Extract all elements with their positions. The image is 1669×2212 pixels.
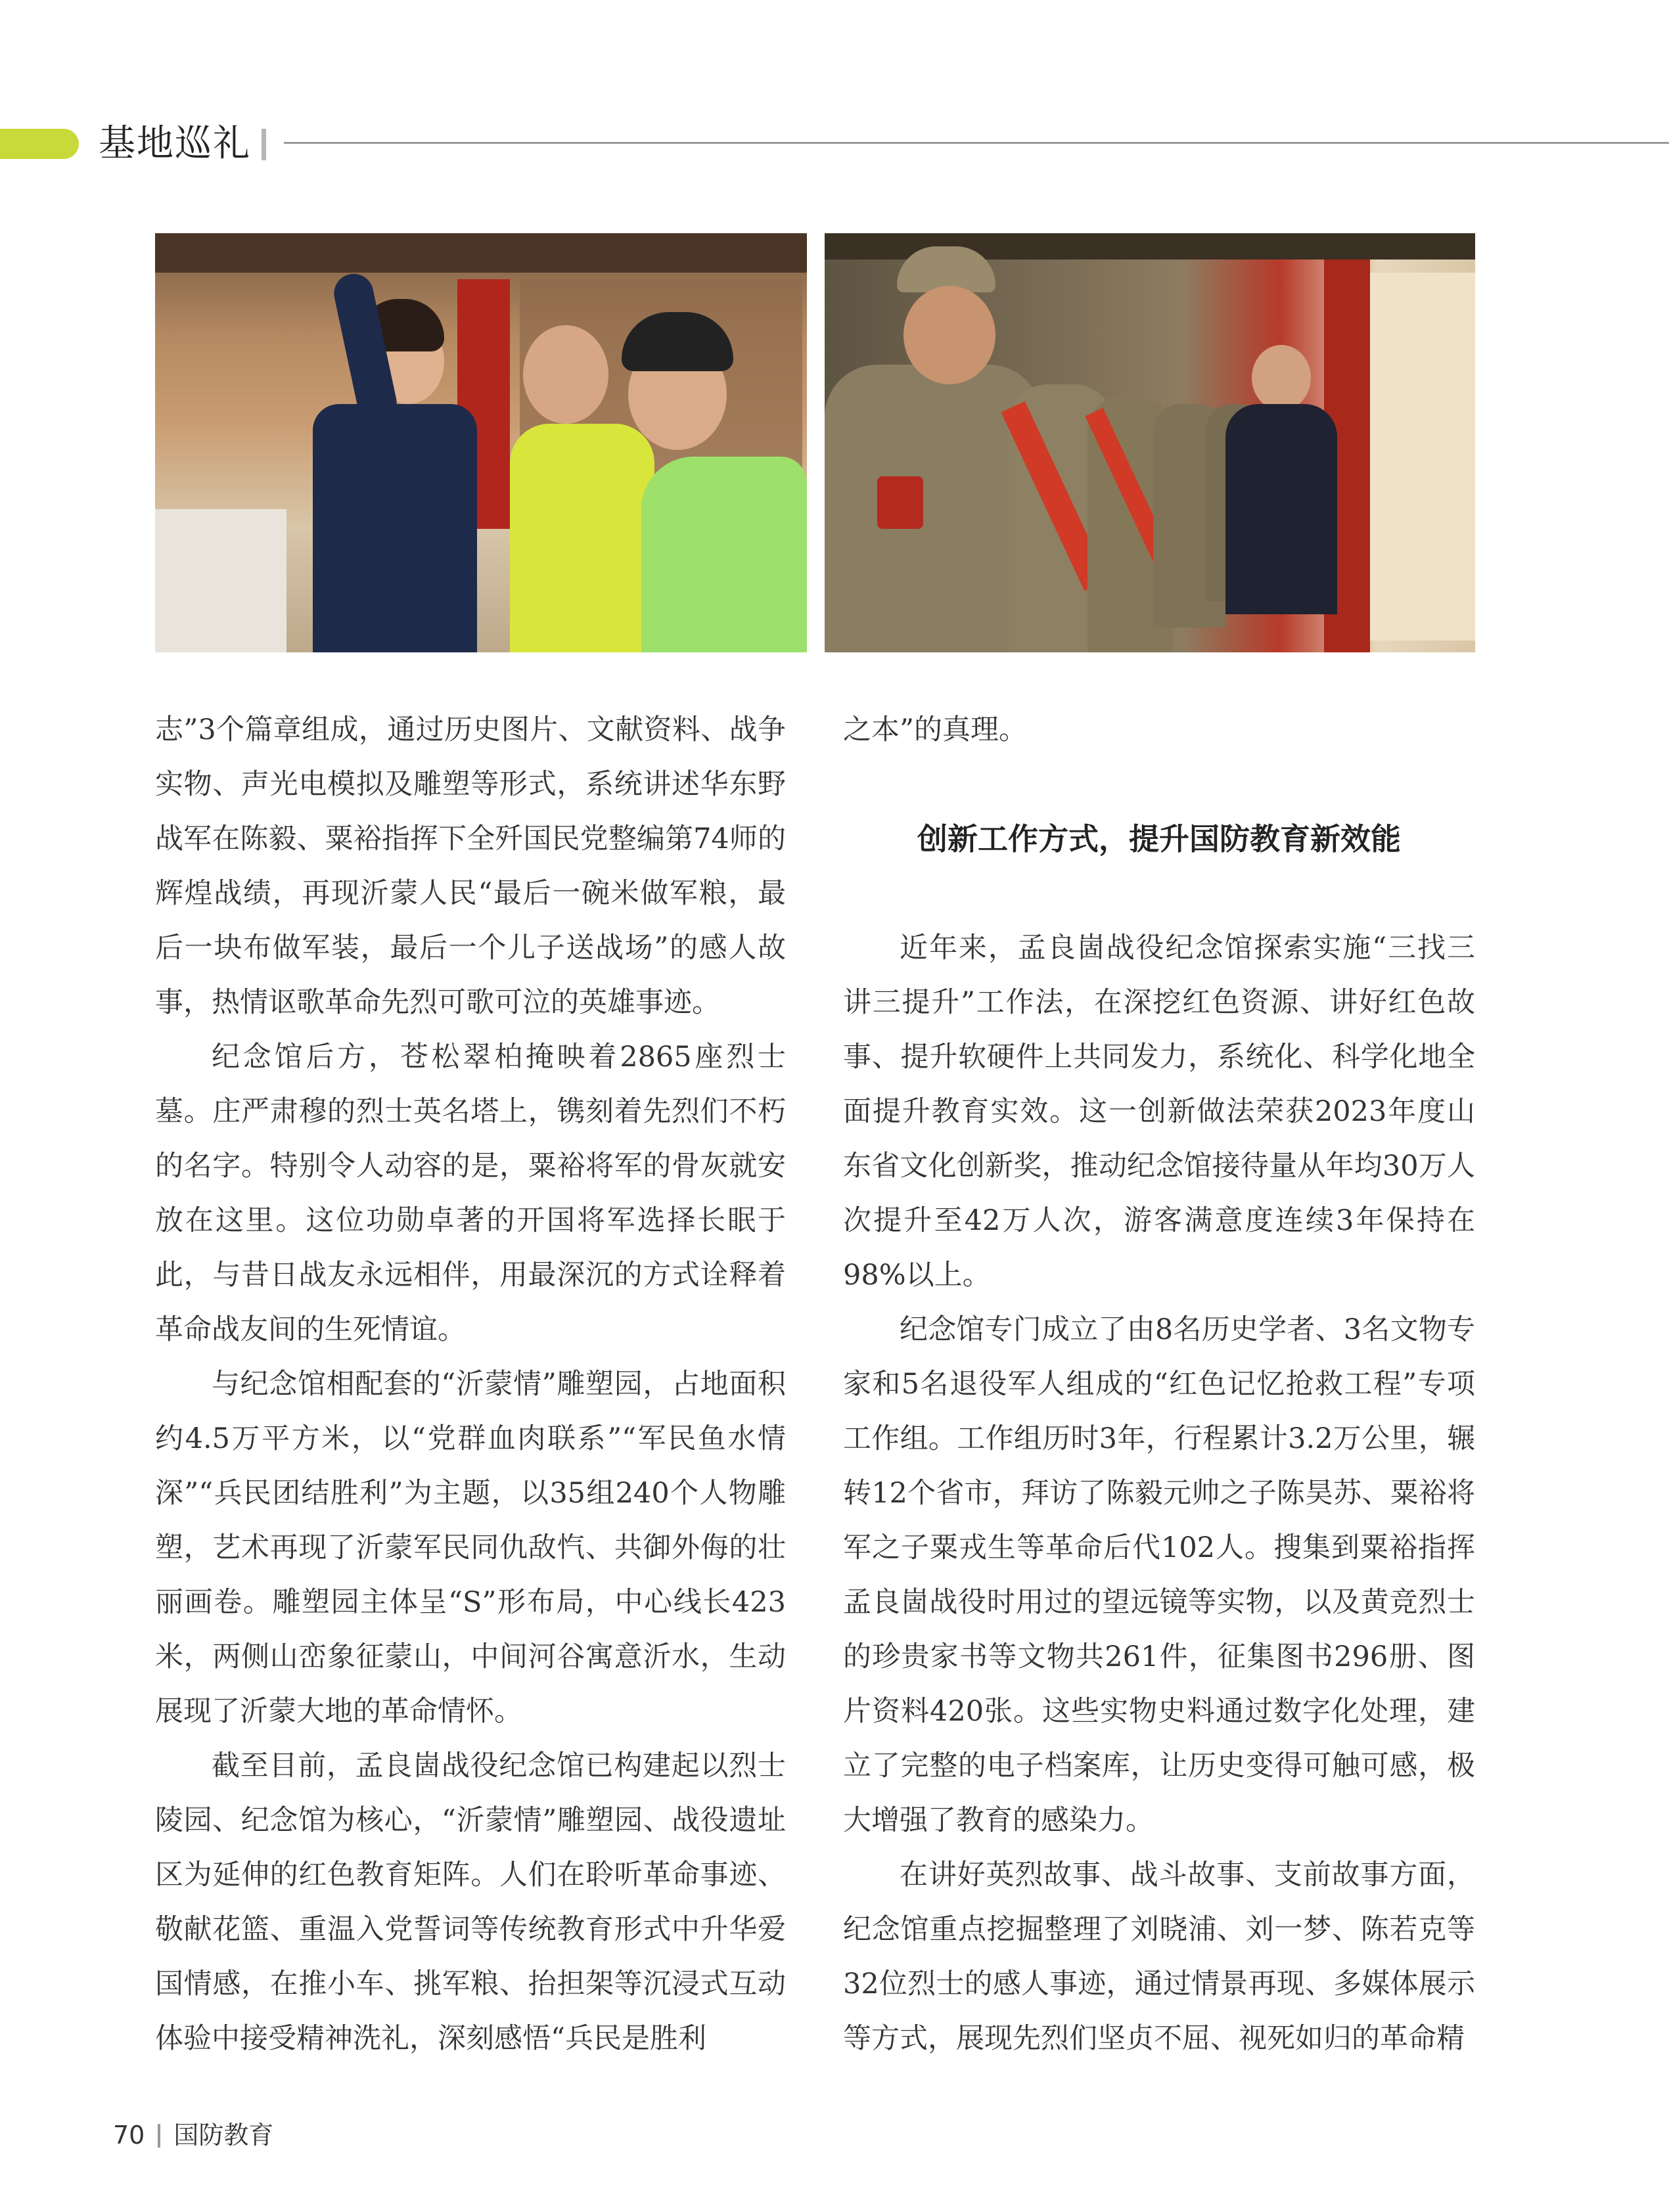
article-column-left bbox=[155, 703, 786, 2066]
paragraph: 与纪念馆相配套的“沂蒙情”雕塑园，占地面积约4.5万平方米，以“党群血肉联系”“军民鱼水情深”“兵民团结胜利”为主题，以35组240个人物雕塑，艺术再现了沂蒙军民同仇敌忾、共御外侮的壮丽画卷。雕塑园主体呈“S”形布局，中心线长423米，两侧山峦象征蒙山，中间河谷寓意沂水，生动展现了沂蒙大地的革命情怀。 bbox=[155, 1368, 786, 1728]
photo-guide-with-visitors bbox=[155, 233, 807, 652]
header-rule bbox=[284, 142, 1669, 144]
page-number: 70 bbox=[113, 2121, 145, 2150]
footer-separator bbox=[158, 2124, 160, 2148]
paragraph: 纪念馆专门成立了由8名历史学者、3名文物专家和5名退役军人组成的“红色记忆抢救工程”专项工作组。工作组历时3年，行程累计3.2万公里，辗转12个省市，拜访了陈毅元帅之子陈昊苏、粟裕将军之子粟戎生等革命后代102人。搜集到粟裕指挥孟良崮战役时用过的望远镜等实物，以及黄竞烈士的珍贵家书等文物共261件，征集图书296册、图片资料420张。这些实物史料通过数字化处理，建立了完整的电子档案库，让历史变得可触可感，极大增强了教育的感染力。 bbox=[843, 1313, 1475, 1837]
photo-soldiers-visiting-exhibition bbox=[825, 233, 1475, 652]
magazine-name: 国防教育 bbox=[173, 2121, 274, 2150]
subheading: 创新工作方式，提升国防教育新效能 bbox=[917, 821, 1401, 857]
paragraph: 近年来，孟良崮战役纪念馆探索实施“三找三讲三提升”工作法，在深挖红色资源、讲好红色故事、提升软硬件上共同发力，系统化、科学化地全面提升教育实效。这一创新做法荣获2023年度山东省文化创新奖，推动纪念馆接待量从年均30万人次提升至42万人次，游客满意度连续3年保持在98%以上。 bbox=[843, 932, 1475, 1292]
title-separator bbox=[262, 129, 266, 160]
paragraph: 在讲好英烈故事、战斗故事、支前故事方面，纪念馆重点挖掘整理了刘晓浦、刘一梦、陈若克等32位烈士的感人事迹，通过情景再现、多媒体展示等方式，展现先烈们坚贞不屈、视死如归的革命精 bbox=[843, 1859, 1475, 2055]
paragraph: 截至目前，孟良崮战役纪念馆已构建起以烈士陵园、纪念馆为核心，“沂蒙情”雕塑园、战役遗址区为延伸的红色教育矩阵。人们在聆听革命事迹、敬献花篮、重温入党誓词等传统教育形式中升华爱国情感，在推小车、挑军粮、抬担架等沉浸式互动体验中接受精神洗礼，深刻感悟“兵民是胜利 bbox=[155, 1749, 786, 2055]
paragraph: 志”3个篇章组成，通过历史图片、文献资料、战争实物、声光电模拟及雕塑等形式，系统讲述华东野战军在陈毅、粟裕指挥下全歼国民党整编第74师的辉煌战绩，再现沂蒙人民“最后一碗米做军粮，最后一块布做军装，最后一个儿子送战场”的感人故事，热情讴歌革命先烈可歌可泣的英雄事迹。 bbox=[155, 713, 786, 1019]
page-footer bbox=[113, 2119, 273, 2152]
section-title: 基地巡礼 bbox=[99, 122, 251, 165]
section-accent-bar bbox=[0, 129, 79, 159]
paragraph: 纪念馆后方，苍松翠柏掩映着2865座烈士墓。庄严肃穆的烈士英名塔上，镌刻着先烈们不朽的名字。特别令人动容的是，粟裕将军的骨灰就安放在这里。这位功勋卓著的开国将军选择长眠于此，与昔日战友永远相伴，用最深沉的方式诠释着革命战友间的生死情谊。 bbox=[155, 1041, 786, 1346]
article-column-right bbox=[843, 703, 1475, 2066]
paragraph: 之本”的真理。 bbox=[843, 713, 1027, 746]
